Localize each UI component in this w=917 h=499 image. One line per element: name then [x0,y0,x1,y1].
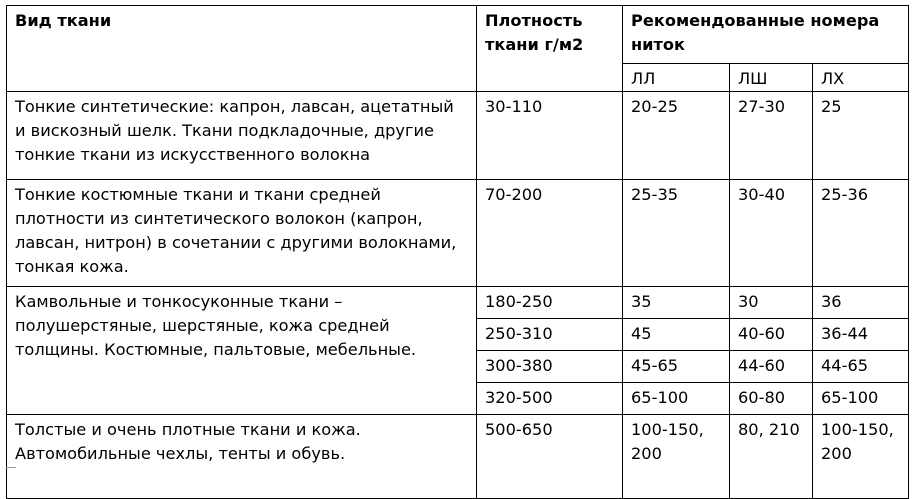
density-cell: 320-500 [477,383,623,415]
lsh-cell: 80, 210 [730,415,813,499]
table-row [7,92,909,180]
header-density: Плотность ткани г/м2 [477,6,623,92]
lsh-cell: 27-30 [730,92,813,180]
fabric-cell: Камвольные и тонкосуконные ткани – полушерстяные, шерстяные, кожа средней толщины. Костюмные, пальтовые, мебельные. [7,287,477,415]
table-row [7,415,909,499]
density-cell: 250-310 [477,319,623,351]
lkh-cell: 25-36 [813,180,909,287]
lkh-cell: 65-100 [813,383,909,415]
table-row [7,180,909,287]
fabric-cell: Толстые и очень плотные ткани и кожа. Автомобильные чехлы, тенты и обувь. [7,415,477,499]
table-row [7,287,909,319]
fabric-cell: Тонкие синтетические: капрон, лавсан, ацетатный и вискозный шелк. Ткани подкладочные, другие тонкие ткани из искусственного волокна [7,92,477,180]
lkh-cell: 44-65 [813,351,909,383]
ll-cell: 45 [623,319,730,351]
lsh-cell: 30 [730,287,813,319]
ll-cell: 25-35 [623,180,730,287]
density-cell: 70-200 [477,180,623,287]
header-thread-numbers: Рекомендованные номера ниток [623,6,909,64]
header-row [7,6,909,64]
header-fabric-type: Вид ткани [7,6,477,92]
lkh-cell: 36-44 [813,319,909,351]
ll-cell: 35 [623,287,730,319]
ll-cell: 65-100 [623,383,730,415]
ll-cell: 45-65 [623,351,730,383]
lkh-cell: 36 [813,287,909,319]
lkh-cell: 25 [813,92,909,180]
lsh-cell: 30-40 [730,180,813,287]
lsh-cell: 44-60 [730,351,813,383]
density-cell: 500-650 [477,415,623,499]
thread-recommendation-table [6,5,909,499]
subheader-ll: ЛЛ [623,64,730,92]
lsh-cell: 40-60 [730,319,813,351]
lkh-cell: 100-150, 200 [813,415,909,499]
density-cell: 30-110 [477,92,623,180]
fabric-cell: Тонкие костюмные ткани и ткани средней плотности из синтетического волокон (капрон, лавсан, нитрон) в сочетании с другими волокнами, тонкая кожа. [7,180,477,287]
ll-cell: 20-25 [623,92,730,180]
ll-cell: 100-150, 200 [623,415,730,499]
density-cell: 300-380 [477,351,623,383]
density-cell: 180-250 [477,287,623,319]
subheader-lkh: ЛХ [813,64,909,92]
subheader-lsh: ЛШ [730,64,813,92]
lsh-cell: 60-80 [730,383,813,415]
